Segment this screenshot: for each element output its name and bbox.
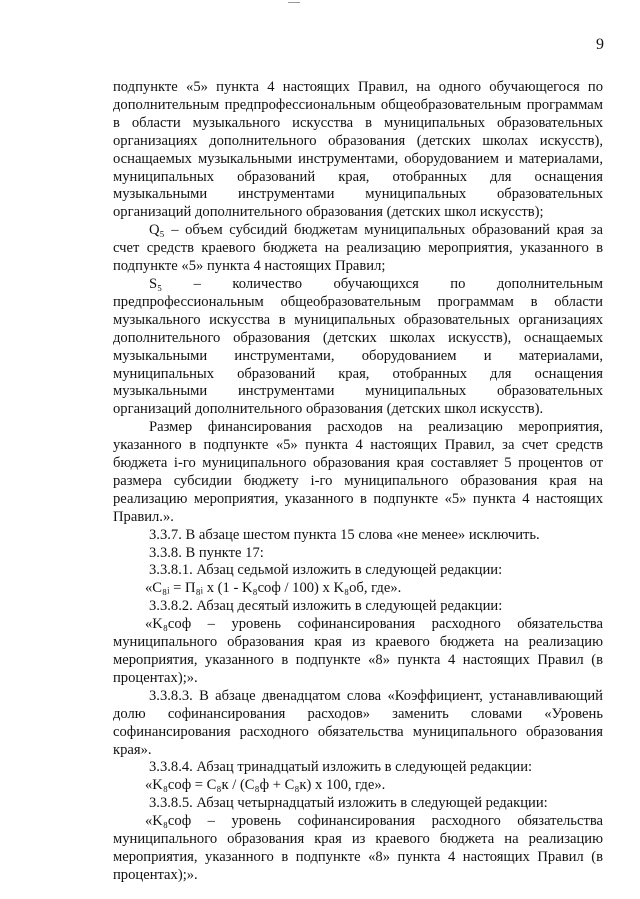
paragraph-k8sof-definition: «K₈соф – уровень софинансирования расходного обязательства муниципального образования края из краевого бюджета на реализацию мероприятия, указанного в подпункте «8» пункта 4 настоящих Правил (в процентах);». [113,616,603,686]
paragraph-financing-size: Размер финансирования расходов на реализацию мероприятия, указанного в подпункте «5» пункта 4 настоящих Правил, за счет средств бюджета i-го муниципального образования края составляет 5 процентов от размера субсидии бюджету i-го муниципального образования края на реализацию мероприятия, указанного в подпункте «5» пункта 4 настоящих Правил.». [113,419,603,525]
formula-k8sof: «K₈соф = C₈к / (C₈ф + C₈к) x 100, где». [145,777,386,794]
paragraph-3-3-8-5: 3.3.8.5. Абзац четырнадцатый изложить в следующей редакции: [149,795,548,812]
paragraph-k8sof-definition-repeat: «K₈соф – уровень софинансирования расходного обязательства муниципального образования края из краевого бюджета на реализацию мероприятия, указанного в подпункте «8» пункта 4 настоящих Правил (в процентах);». [113,813,603,883]
document-body [113,79,603,885]
paragraph-s5-definition: S₅ – количество обучающихся по дополнительным предпрофессиональным общеобразовательным программам в области музыкального искусства в муниципальных образовательных организациях дополнительного образования (детских школах искусств), оснащаемых музыкальными инструментами, оборудованием и материалами, муниципальных образований края, отобранных для оснащения музыкальными инструментами муниципальных образовательных организаций дополнительного образования (детских школ искусств). [113,275,603,418]
paragraph-3-3-7: 3.3.7. В абзаце шестом пункта 15 слова «не менее» исключить. [149,526,540,543]
paragraph-3-3-8-2: 3.3.8.2. Абзац десятый изложить в следующей редакции: [149,598,503,615]
paragraph-q5-definition: Q₅ – объем субсидий бюджетам муниципальных образований края за счет средств краевого бюджета на реализацию мероприятия, указанного в подпункте «5» пункта 4 настоящих Правил; [113,222,603,275]
scan-mark [288,2,300,3]
paragraph-3-3-8: 3.3.8. В пункте 17: [149,544,264,561]
formula-c8i: «C₈ᵢ = П₈ᵢ x (1 - K₈соф / 100) x K₈об, где». [145,580,402,597]
paragraph-3-3-8-1: 3.3.8.1. Абзац седьмой изложить в следующей редакции: [149,562,503,579]
paragraph-continuation: подпункте «5» пункта 4 настоящих Правил, на одного обучающегося по дополнительным предпрофессиональным общеобразовательным программам в области музыкального искусства в муниципальных образовательных организациях дополнительного образования (детских школах искусств), оснащаемых музыкальными инструментами, оборудованием и материалами, муниципальных образований края, отобранных для оснащения музыкальными инструментами муниципальных образовательных организаций дополнительного образования (детских школ искусств); [113,79,603,221]
page-number: 9 [596,36,604,53]
paragraph-3-3-8-4: 3.3.8.4. Абзац тринадцатый изложить в следующей редакции: [149,759,533,776]
paragraph-3-3-8-3: 3.3.8.3. В абзаце двенадцатом слова «Коэффициент, устанавливающий долю софинансирования расходов» заменить словами «Уровень софинансирования расходного обязательства муниципального образования края». [113,687,603,758]
